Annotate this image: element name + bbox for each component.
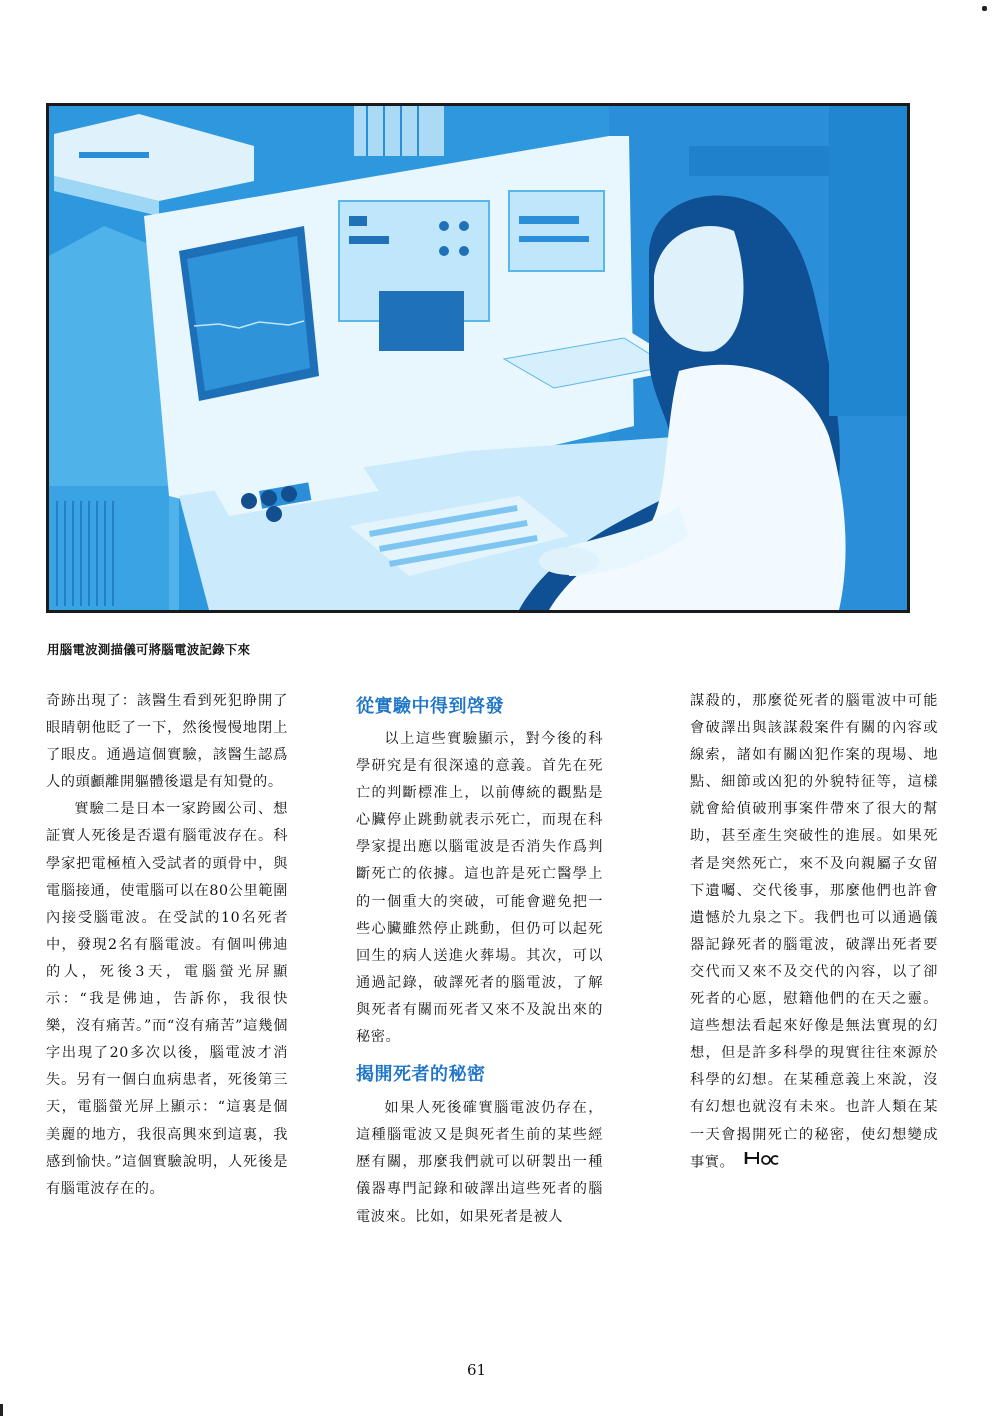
article-photo [46, 103, 910, 613]
column-3 [690, 688, 938, 1176]
paragraph: 實驗二是日本一家跨國公司、想証實人死後是否還有腦電波存在。科學家把電極植入受試者的頭骨中，與電腦接通，使電腦可以在80公里範圍內接受腦電波。在受試的10名死者中，發現2名有腦電波。有個叫佛迪的人，死後3天，電腦螢光屏顯示：“我是佛迪，告訴你，我很快樂，沒有痛苦。”而“沒有痛苦”這幾個字出現了20多次以後，腦電波才消失。另有一個白血病患者，死後第三天，電腦螢光屏上顯示：“這裏是個美麗的地方，我很高興來到這裏，我感到愉快。”這個實驗說明，人死後是有腦電波存在的。 [46, 801, 288, 1197]
end-mark-logo [744, 1149, 780, 1176]
column-1 [46, 688, 288, 1203]
scan-mark [982, 6, 987, 11]
paragraph-text: 謀殺的，那麼從死者的腦電波中可能會破譯出與該謀殺案件有關的內容或線索，諸如有關凶犯作案的現場、地點、細節或凶犯的外貌特征等，這樣就會給偵破刑事案件帶來了很大的幫助，甚至產生突破性的進展。如果死者是突然死亡，來不及向親屬子女留下遺囑、交代後事，那麼他們也許會遺憾於九泉之下。我們也可以通過儀器記錄死者的腦電波，破譯出死者要交代而又來不及交代的內容，以了卻死者的心愿，慰籍他們的在天之靈。這些想法看起來好像是無法實現的幻想，但是許多科學的現實往往來源於科學的幻想。在某種意義上來說，沒有幻想也就沒有未來。也許人類在某一天會揭開死亡的秘密，使幻想變成事實。 [690, 693, 938, 1171]
paragraph: 奇跡出現了：該醫生看到死犯睁開了眼睛朝他眨了一下，然後慢慢地閉上了眼皮。通過這個實驗，該醫生認爲人的頭顱離開軀體後還是有知覺的。 [46, 693, 288, 791]
scan-mark [0, 1404, 3, 1416]
paragraph: 以上這些實驗顯示，對今後的科學研究是有很深遠的意義。首先在死亡的判斷標准上，以前傳統的觀點是心臟停止跳動就表示死亡，而現在科學家提出應以腦電波是否消失作爲判斷死亡的依據。這也許是死亡醫學上的一個重大的突破，可能會避免把一些心臟雖然停止跳動，但仍可以起死回生的病人送進火葬場。其次，可以通過記錄，破譯死者的腦電波，了解與死者有關而死者又來不及說出來的秘密。 [356, 731, 603, 1046]
page-number: 61 [467, 1361, 487, 1379]
column-2 [356, 688, 603, 1231]
paragraph [690, 688, 938, 1176]
section-heading: 揭開死者的秘密 [356, 1064, 486, 1086]
photo-caption: 用腦電波測描儀可將腦電波記錄下來 [47, 642, 251, 657]
paragraph: 如果人死後確實腦電波仍存在，這種腦電波又是與死者生前的某些經歷有關，那麼我們就可以研製出一種儀器專門記錄和破譯出這些死者的腦電波來。比如，如果死者是被人 [356, 1100, 603, 1225]
section-heading: 從實驗中得到啓發 [356, 696, 504, 717]
